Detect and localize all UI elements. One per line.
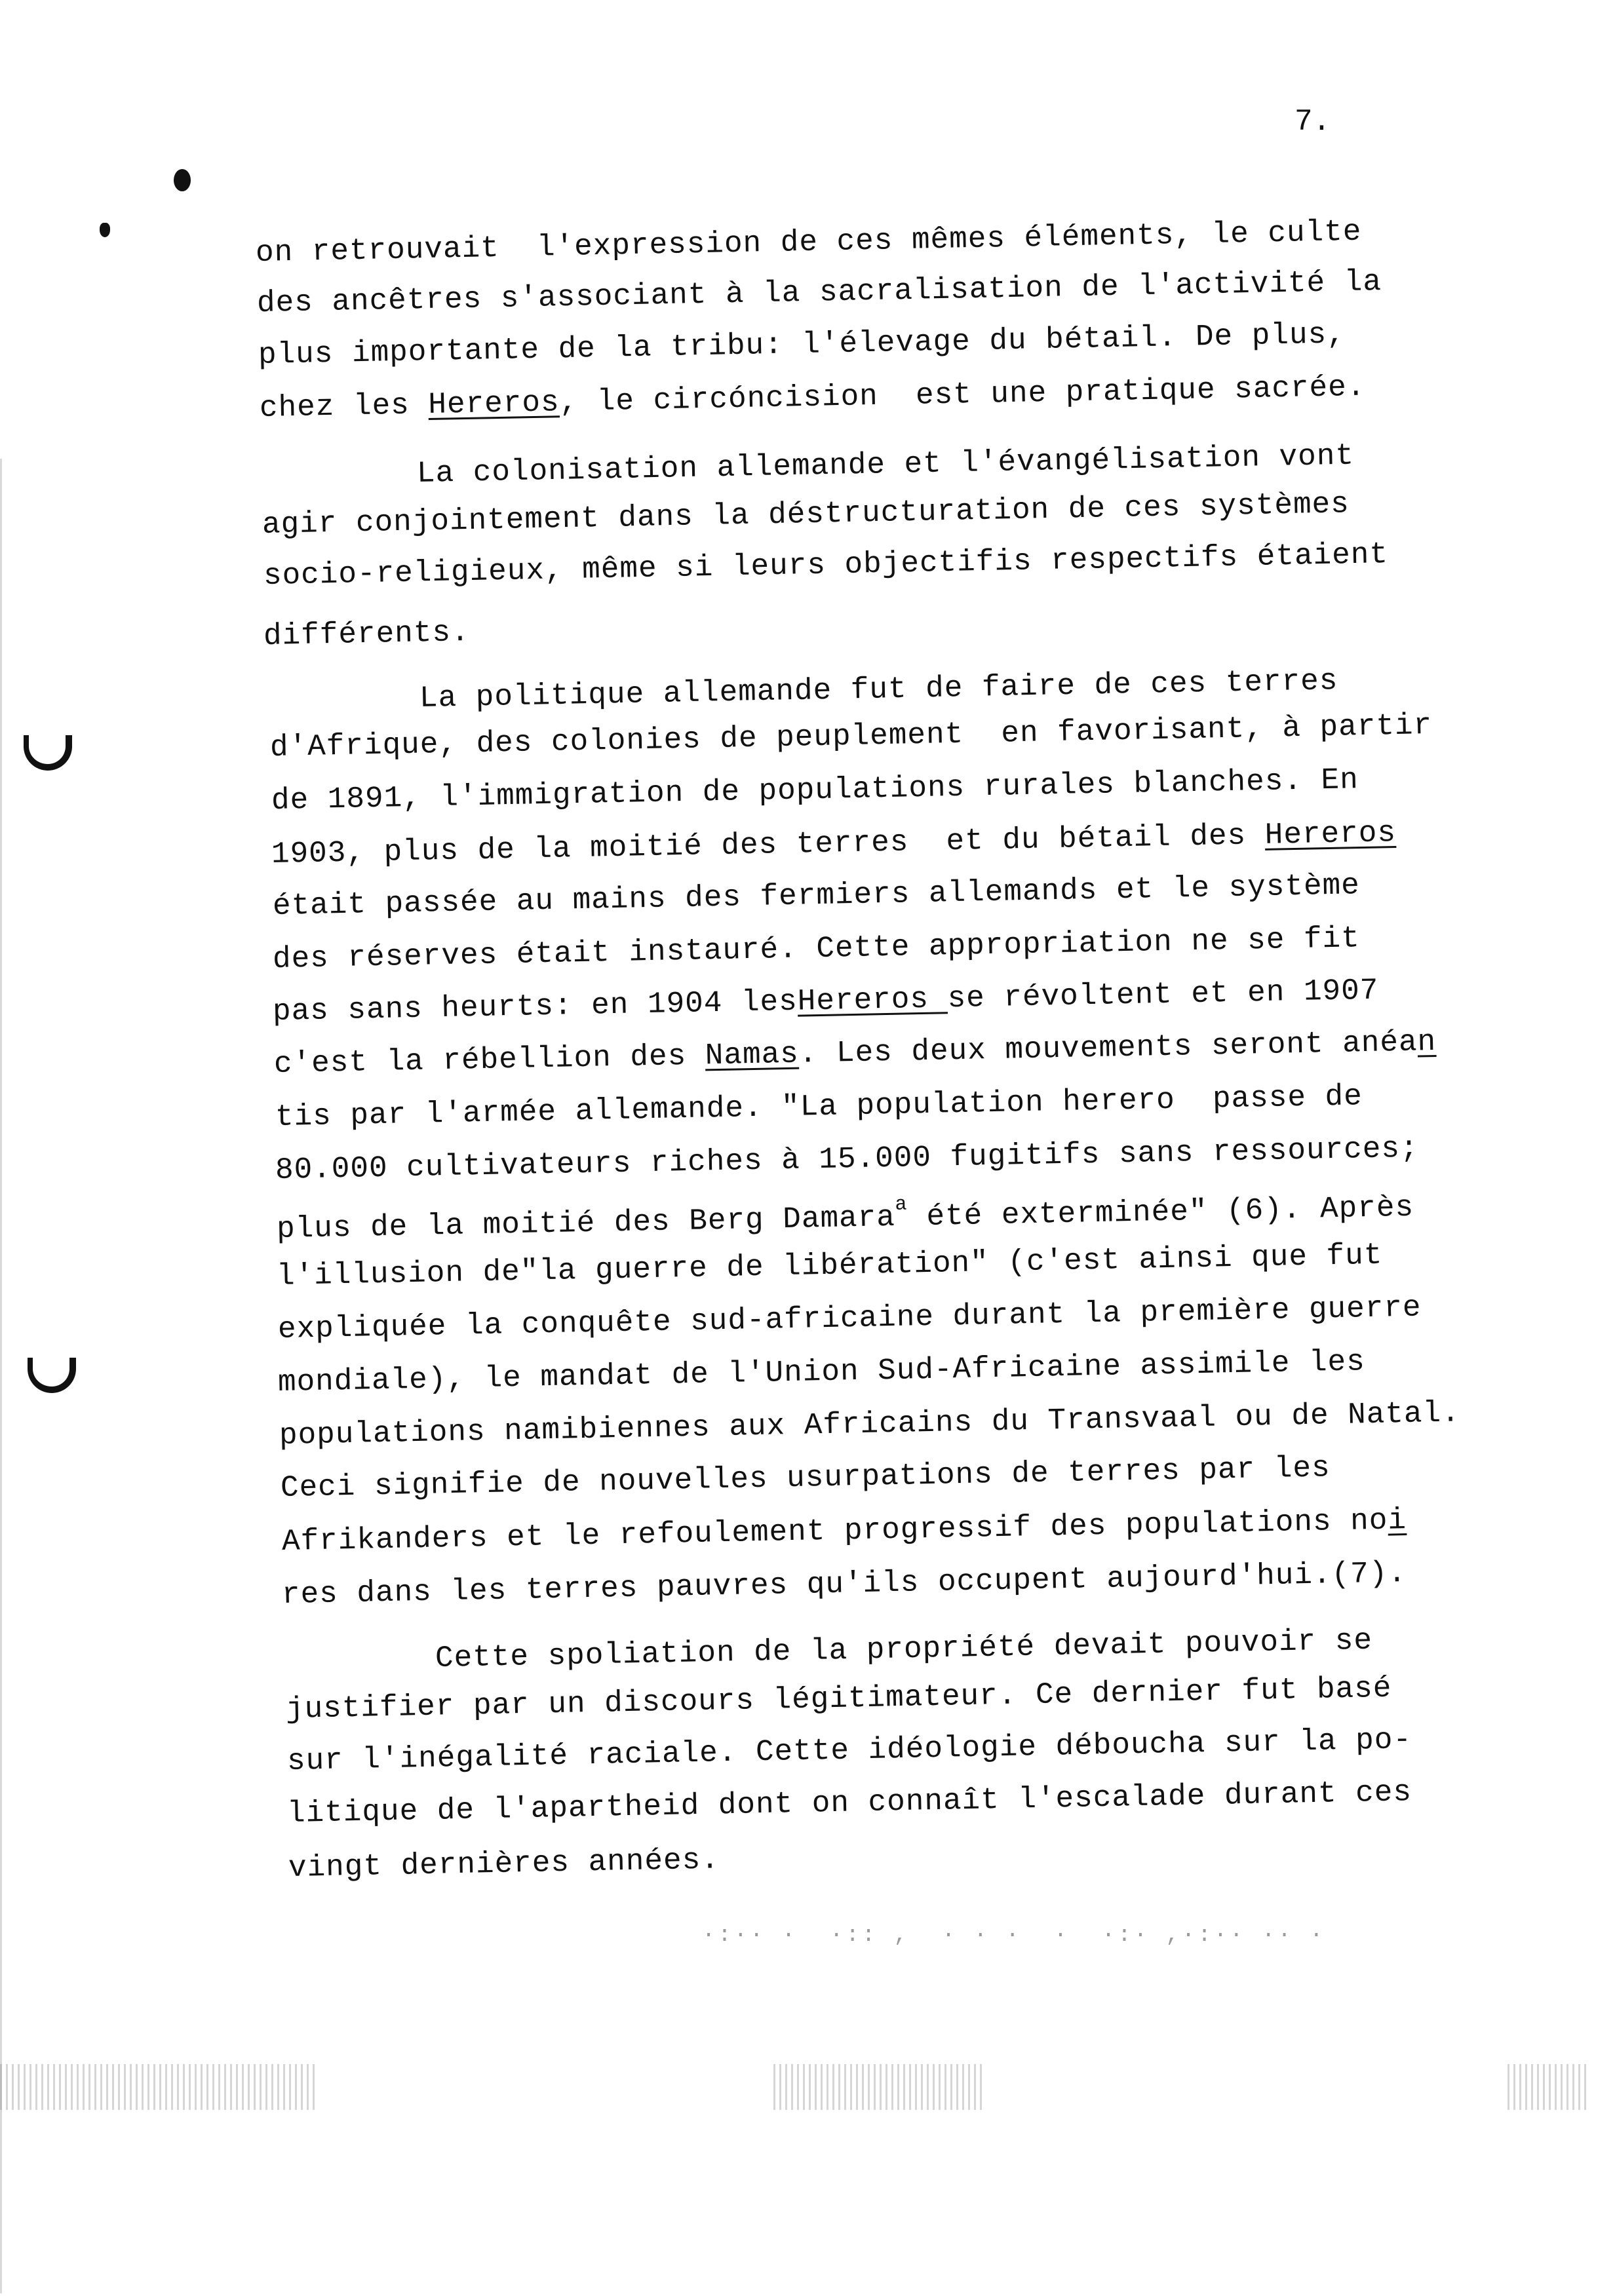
underlined-letter: i bbox=[1387, 1503, 1407, 1538]
text-line: Ceci signifie de nouvelles usurpations de terres par les bbox=[280, 1451, 1331, 1505]
underlined-term: Namas bbox=[705, 1037, 800, 1073]
text-line: chez les Hereros, le circóncision est une pratique sacrée. bbox=[259, 370, 1366, 425]
text-line: plus de la moitié des Berg Damara$^a$ été exterminée" (6). Après bbox=[276, 1190, 1414, 1246]
page-edge-shadow bbox=[0, 459, 2, 2293]
text-line: Afrikanders et le refoulement progressif des populations noi bbox=[281, 1503, 1407, 1559]
scan-noise bbox=[1508, 2064, 1586, 2110]
text-line: La politique allemande fut de faire de ces terres bbox=[419, 664, 1338, 716]
text-line: était passée au mains des fermiers allemands et le système bbox=[272, 868, 1361, 923]
text-line: expliquée la conquête sud-africaine durant la première guerre bbox=[277, 1290, 1422, 1347]
text-line: d'Afrique, des colonies de peuplement en favorisant, à partir bbox=[269, 708, 1433, 765]
text-line: justifier par un discours légitimateur. Ce dernier fut basé bbox=[285, 1671, 1392, 1727]
text-line: des réserves était instauré. Cette appropriation ne se fit bbox=[272, 921, 1361, 976]
text-line: de 1891, l'immigration de populations rurales blanches. En bbox=[271, 763, 1359, 818]
text-line: l'illusion de"la guerre de libération" (c'est ainsi que fut bbox=[276, 1238, 1383, 1293]
superscript: a bbox=[895, 1193, 908, 1216]
text-line: on retrouvait l'expression de ces mêmes éléments, le culte bbox=[255, 214, 1362, 270]
text-line: 1903, plus de la moitié des terres et du bétail des Hereros bbox=[271, 816, 1397, 871]
text-line: des ancêtres s'associant à la sacralisation de l'activité la bbox=[256, 265, 1382, 320]
bleed-through-text: ·:·· · ·:: , · · · · ·:· ,·:·· ·· · bbox=[590, 1923, 1326, 1948]
ink-tick bbox=[100, 223, 110, 237]
underlined-letter: n bbox=[1417, 1024, 1437, 1060]
underlined-term: Hereros bbox=[1264, 816, 1397, 852]
text-line: vingt dernières années. bbox=[288, 1843, 720, 1885]
text-line: La colonisation allemande et l'évangélisation vont bbox=[416, 438, 1355, 491]
underlined-term: Hereros bbox=[427, 385, 560, 423]
scan-noise bbox=[0, 2064, 315, 2110]
text-line: sur l'inégalité raciale. Cette idéologie déboucha sur la po- bbox=[286, 1723, 1412, 1778]
text-line: agir conjointement dans la déstructuration de ces systèmes bbox=[262, 487, 1350, 542]
text-line: pas sans heurts: en 1904 lesHereros se révoltent et en 1907 bbox=[272, 973, 1379, 1029]
text-line: différents. bbox=[263, 615, 471, 653]
text-line: mondiale), le mandat de l'Union Sud-Africaine assimile les bbox=[277, 1345, 1366, 1400]
binder-hole-mark bbox=[28, 1358, 76, 1393]
scan-noise bbox=[773, 2064, 983, 2110]
text-line: litique de l'apartheid dont on connaît l'escalade durant ces bbox=[286, 1775, 1412, 1831]
text-line: Cette spoliation de la propriété devait pouvoir se bbox=[435, 1623, 1373, 1675]
text-line: socio-religieux, même si leurs objectifis respectifs étaient bbox=[263, 537, 1389, 593]
text-line: tis par l'armée allemande. "La population herero passe de bbox=[275, 1079, 1363, 1134]
ink-dot bbox=[174, 169, 191, 191]
underlined-term: Hereros bbox=[797, 982, 948, 1019]
text-line: c'est la rébellion des Namas. Les deux mouvements seront anéan bbox=[273, 1024, 1437, 1081]
text-line: res dans les terres pauvres qu'ils occupent aujourd'hui.(7). bbox=[281, 1556, 1407, 1612]
binder-hole-mark bbox=[24, 735, 72, 771]
page-number: 7. bbox=[1294, 105, 1331, 139]
text-line: plus importante de la tribu: l'élevage du bétail. De plus, bbox=[258, 317, 1346, 372]
text-line: 80.000 cultivateurs riches à 15.000 fugitifs sans ressources; bbox=[275, 1131, 1420, 1187]
text-line: populations namibiennes aux Africains du Transvaal ou de Natal. bbox=[279, 1396, 1461, 1453]
